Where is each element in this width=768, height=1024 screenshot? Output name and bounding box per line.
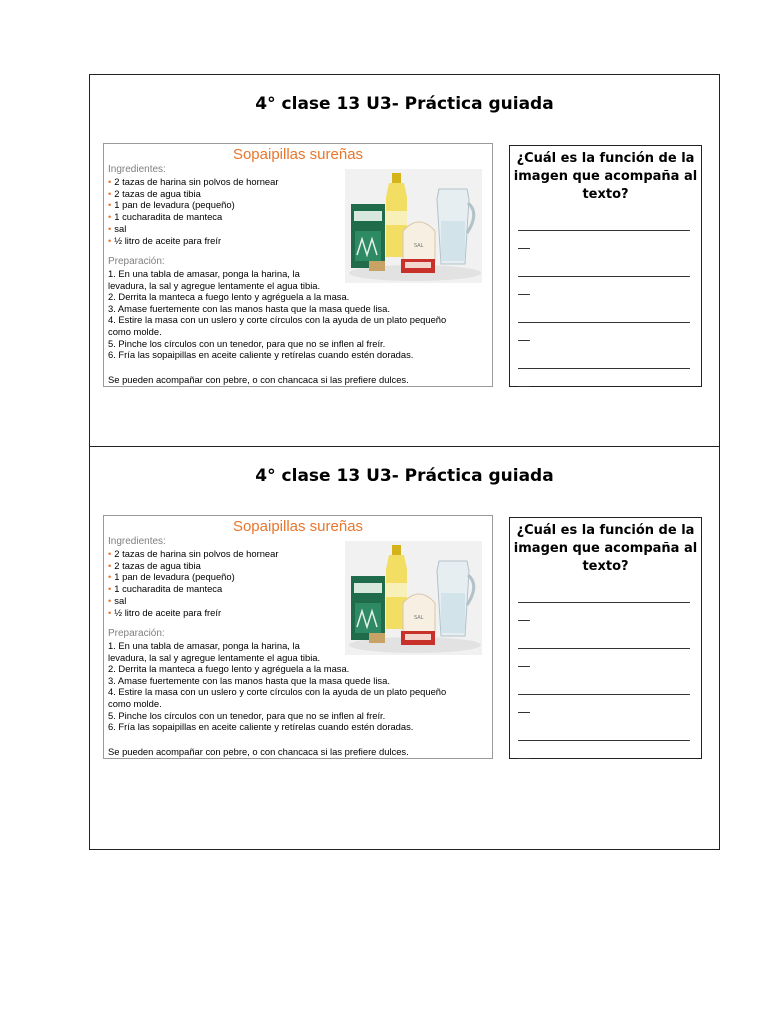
recipe-title: Sopaipillas sureñas [232,146,364,163]
step-line: como molde. [108,325,162,337]
step-line: 1. En una tabla de amasar, ponga la harina, la [108,640,300,651]
worksheet-heading: 4° clase 13 U3- Práctica guiada [255,466,554,486]
step-line: 2. Derrita la manteca a fuego lento y agréguela a la masa. [108,663,350,675]
question-box [509,145,702,387]
recipe-card [103,515,493,759]
step-line: 1. En una tabla de amasar, ponga la harina, la [108,268,300,279]
list-item: • ½ litro de aceite para freír [108,234,222,246]
ingredients-label: Ingredientes: [108,164,166,175]
answer-line[interactable] [518,322,690,323]
step-line: 6. Fría las sopaipillas en aceite caliente y retírelas cuando estén doradas. [108,349,414,361]
step-line: como molde. [108,697,162,709]
list-item: • 2 tazas de agua tibia [108,187,201,199]
question-text: ¿Cuál es la función de la imagen que acompaña al texto? [513,523,698,574]
answer-line-end [518,386,530,387]
step-line: 6. Fría las sopaipillas en aceite caliente y retírelas cuando estén doradas. [108,721,414,733]
step-line: 4. Estire la masa con un uslero y corte círculos con la ayuda de un plato pequeño [108,686,447,698]
svg-text:SAL: SAL [414,615,424,621]
question-text: ¿Cuál es la función de la imagen que acompaña al texto? [513,151,698,202]
recipe-note: Se pueden acompañar con pebre, o con chancaca si las prefiere dulces. [108,746,409,757]
list-item: • 1 cucharadita de manteca [108,211,223,223]
preparation-label: Preparación: [108,256,165,267]
list-item: • 1 pan de levadura (pequeño) [108,571,235,583]
ingredients-photo [345,541,482,655]
step-line: 3. Amase fuertemente con las manos hasta que la masa quede lisa. [108,302,390,314]
answer-line-end [518,620,530,621]
answer-line-end [518,248,530,249]
preparation-label: Preparación: [108,628,165,639]
answer-line[interactable] [518,694,690,695]
answer-line-end [518,712,530,713]
recipe-note: Se pueden acompañar con pebre, o con chancaca si las prefiere dulces. [108,374,409,385]
answer-line[interactable] [518,648,690,649]
step-line: levadura, la sal y agregue lentamente el agua tibia. [108,651,321,663]
answer-line[interactable] [518,368,690,369]
list-item: • sal [108,222,127,234]
recipe-title: Sopaipillas sureñas [232,518,364,535]
answer-line-end [518,340,530,341]
answer-line-end [518,758,530,759]
list-item: • 2 tazas de agua tibia [108,559,201,571]
ingredients-photo [345,169,482,283]
list-item: • 2 tazas de harina sin polvos de hornear [108,548,279,559]
list-item: • sal [108,594,127,606]
answer-line[interactable] [518,740,690,741]
step-line: 5. Pinche los círculos con un tenedor, para que no se inflen al freír. [108,709,386,721]
ingredients-list [108,548,338,618]
list-item: • 1 cucharadita de manteca [108,583,223,595]
answer-line[interactable] [518,276,690,277]
worksheet-page [89,74,720,850]
ingredients-list [108,176,338,246]
answer-line[interactable] [518,230,690,231]
list-item: • ½ litro de aceite para freír [108,606,222,618]
answer-line-end [518,666,530,667]
answer-line[interactable] [518,602,690,603]
step-line: 2. Derrita la manteca a fuego lento y agréguela a la masa. [108,291,350,303]
list-item: • 2 tazas de harina sin polvos de hornear [108,176,279,187]
step-line: 3. Amase fuertemente con las manos hasta que la masa quede lisa. [108,674,390,686]
worksheet-card-2 [90,447,719,818]
step-line: 5. Pinche los círculos con un tenedor, para que no se inflen al freír. [108,337,386,349]
svg-text:SAL: SAL [414,243,424,249]
worksheet-card-1 [90,75,719,446]
step-line: levadura, la sal y agregue lentamente el agua tibia. [108,279,321,291]
answer-line-end [518,294,530,295]
list-item: • 1 pan de levadura (pequeño) [108,199,235,211]
recipe-card [103,143,493,387]
ingredients-label: Ingredientes: [108,536,166,547]
question-box [509,517,702,759]
worksheet-heading: 4° clase 13 U3- Práctica guiada [255,94,554,114]
step-line: 4. Estire la masa con un uslero y corte círculos con la ayuda de un plato pequeño [108,314,447,326]
